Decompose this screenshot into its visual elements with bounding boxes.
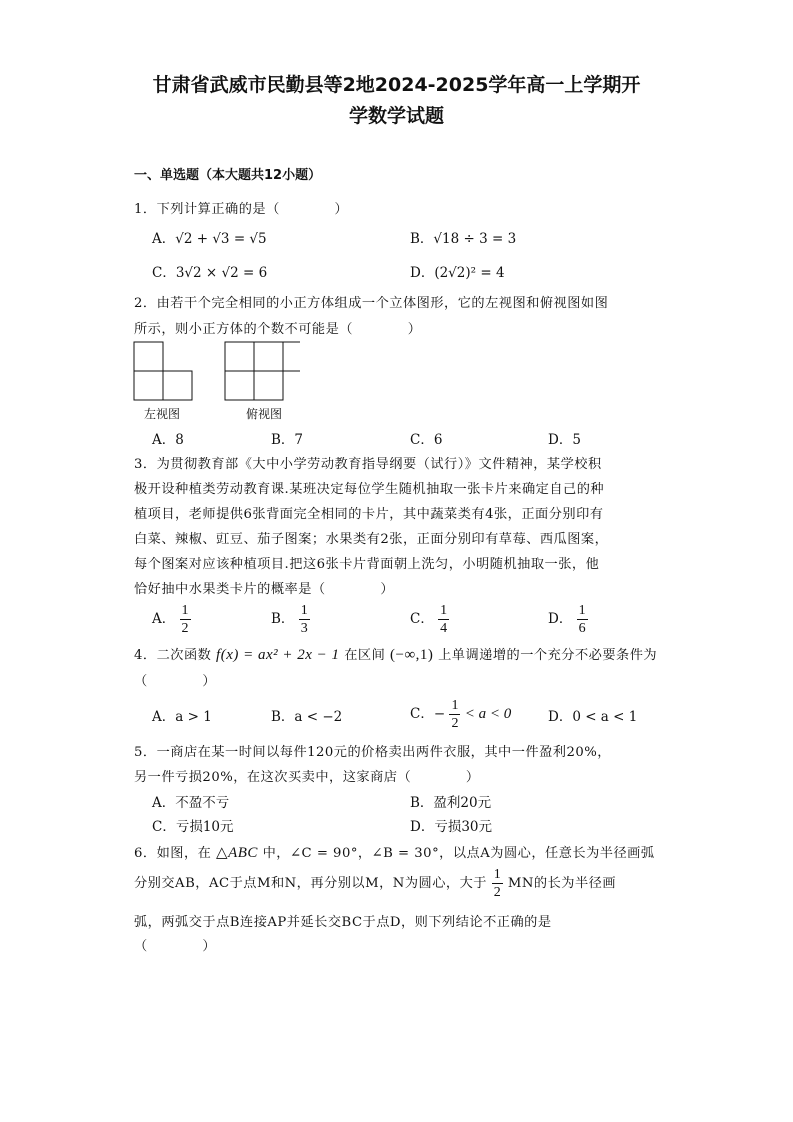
- q6-line2-a: 分别交AB，AC于点M和N，再分别以M，N为圆心，大于: [134, 876, 487, 891]
- q1-option-d[interactable]: D．(2√2)² = 4: [410, 265, 505, 281]
- q4-function: f(x) = ax² + 2x − 1: [216, 647, 340, 663]
- q3-option-d-label: D．: [548, 611, 573, 627]
- q6-half-fraction: $\frac{1}{2}$: [493, 867, 502, 900]
- q4-mid: 在区间: [344, 648, 386, 663]
- q5-option-b[interactable]: B．盈利20元: [410, 795, 492, 811]
- q1-stem: 1．下列计算正确的是（ ）: [134, 202, 349, 217]
- top-view-label: 俯视图: [246, 407, 283, 421]
- q4-option-d[interactable]: D．0 < a < 1: [548, 709, 638, 725]
- q3-option-c-label: C．: [410, 611, 434, 627]
- q4-option-c-fraction: $\frac{1}{2}$: [451, 698, 459, 731]
- q6-line2-b: MN的长为半径画: [507, 876, 617, 891]
- q6-answer-paren: （ ）: [134, 939, 217, 954]
- q1-option-c[interactable]: C．3√2 × √2 = 6: [152, 265, 268, 281]
- q2-option-a[interactable]: A．8: [152, 432, 184, 448]
- q3-option-b-label: B．: [271, 611, 295, 627]
- q3-option-b-fraction: $\frac{1}{3}$: [300, 603, 308, 636]
- q3-option-d-fraction: $\frac{1}{6}$: [578, 603, 586, 636]
- left-view-grid: [134, 342, 192, 400]
- q6-line1: [134, 842, 655, 862]
- q3-line1: 3．为贯彻教育部《大中小学劳动教育指导纲要（试行）》文件精神，某学校积: [134, 457, 602, 472]
- q2-line1: 2．由若干个完全相同的小正方体组成一个立体图形，它的左视图和俯视图如图: [134, 296, 609, 311]
- q3-option-c-fraction: $\frac{1}{4}$: [440, 603, 448, 636]
- doc-title-line2: 学数学试题: [348, 105, 444, 127]
- q3-line3: 植项目，老师提供6张背面完全相同的卡片，其中蔬菜类有4张，正面分别印有: [134, 507, 604, 522]
- q3-option-d[interactable]: [548, 602, 588, 637]
- q2-line2: 所示，则小正方体的个数不可能是（ ）: [134, 322, 422, 337]
- q1-option-b[interactable]: B．√18 ÷ 3 = 3: [410, 231, 517, 247]
- q4-line1: [134, 644, 657, 664]
- q4-option-c[interactable]: [410, 697, 511, 732]
- q4-option-c-tail: < a < 0: [464, 706, 512, 722]
- section-heading: 一、单选题（本大题共12小题）: [134, 168, 322, 183]
- q3-option-c[interactable]: [410, 602, 449, 637]
- q2-option-b[interactable]: B．7: [271, 432, 304, 448]
- q5-option-c[interactable]: C．亏损10元: [152, 819, 234, 835]
- q4-suffix: 上单调递增的一个充分不必要条件为: [438, 648, 658, 663]
- q6-line1-a: 6．如图，在: [134, 846, 212, 861]
- q5-option-a[interactable]: A．不盈不亏: [152, 795, 230, 811]
- q4-option-c-label: C．−: [410, 706, 446, 722]
- doc-title-line1: 甘肃省武威市民勤县等2地2024-2025学年高一上学期开: [152, 74, 641, 96]
- q2-option-c[interactable]: C．6: [410, 432, 443, 448]
- q3-option-a-fraction: $\frac{1}{2}$: [181, 603, 189, 636]
- q3-line2: 极开设种植类劳动教育课.某班决定每位学生随机抽取一张卡片来确定自己的种: [134, 482, 605, 497]
- q3-option-a-label: A．: [152, 611, 176, 627]
- q6-line3: 弧，两弧交于点B连接AP并延长交BC于点D，则下列结论不正确的是: [134, 915, 552, 930]
- q4-interval: (−∞,1): [390, 647, 434, 663]
- left-view-label: 左视图: [144, 407, 181, 421]
- q4-option-b[interactable]: B．a < −2: [271, 709, 343, 725]
- q1-option-a[interactable]: A．√2 + √3 = √5: [152, 231, 267, 247]
- q3-line5: 每个图案对应该种植项目.把这6张卡片背面朝上洗匀，小明随机抽取一张，他: [134, 557, 600, 572]
- q2-option-d[interactable]: D．5: [548, 432, 581, 448]
- q3-option-b[interactable]: [271, 602, 310, 637]
- q5-option-d[interactable]: D．亏损30元: [410, 819, 493, 835]
- q6-triangle: △ABC: [216, 845, 258, 861]
- q4-answer-paren: （ ）: [134, 674, 217, 689]
- q4-prefix: 4．二次函数: [134, 648, 212, 663]
- q3-line6: 恰好抽中水果类卡片的概率是（ ）: [134, 582, 395, 597]
- q5-line2: 另一件亏损20%，在这次买卖中，这家商店（ ）: [134, 770, 480, 785]
- q6-line1-b: 中，∠C = 90°，∠B = 30°，以点A为圆心，任意长为半径画弧: [262, 846, 655, 861]
- top-view-grid: [225, 342, 300, 400]
- q6-line2: [134, 866, 616, 901]
- q4-option-a[interactable]: A．a > 1: [152, 709, 212, 725]
- q3-option-a[interactable]: [152, 602, 191, 637]
- q3-line4: 白菜、辣椒、豇豆、茄子图案；水果类有2张，正面分别印有草莓、西瓜图案，: [134, 532, 609, 547]
- q5-line1: 5．一商店在某一时间以每件120元的价格卖出两件衣服，其中一件盈利20%，: [134, 745, 611, 760]
